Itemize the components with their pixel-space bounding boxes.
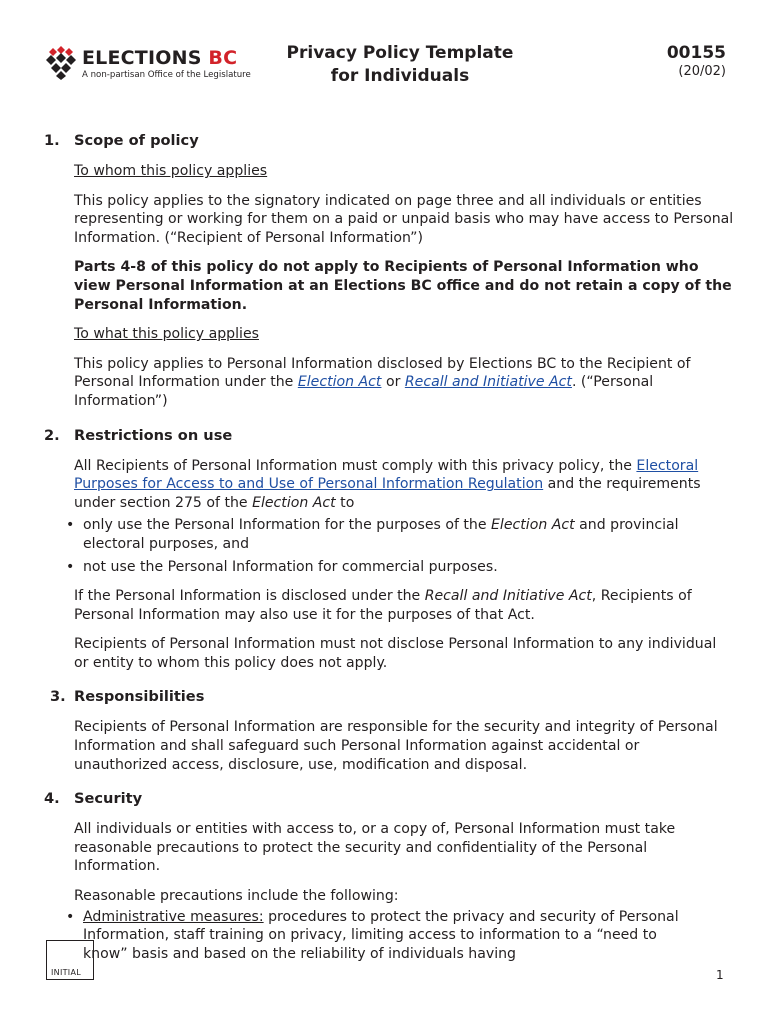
- logo-wordmark: ELECTIONS BC: [82, 47, 238, 69]
- section-1-heading: 1. Scope of policy: [44, 132, 199, 149]
- paragraph-no-disclose: Recipients of Personal Information must not disclose Personal Information to any individual or entity to whom this policy does not apply.: [74, 636, 717, 671]
- list-item: • only use the Personal Information for the purposes of the Election Act and provincial electoral purposes, and: [66, 517, 679, 552]
- policy-body: [44, 132, 734, 963]
- page-number: 1: [716, 968, 724, 982]
- subheading-to-whom: To whom this policy applies: [74, 163, 268, 179]
- bullet-icon: •: [66, 908, 75, 925]
- recall-initiative-act-link[interactable]: Recall and Initiative Act: [404, 374, 572, 391]
- paragraph-who: This policy applies to the signatory indicated on page three and all individuals or entities representing or working for them on a paid or unpaid basis who may have access to Personal Information. (“Recipient of Personal Information”): [74, 192, 734, 246]
- section-4-heading: 4. Security: [44, 790, 143, 808]
- paragraph-responsibilities: Recipients of Personal Information are responsible for the security and integrity of Personal Information and shall safeguard such Personal Information against accidental or unauthorized access, disclosure, use, modification and disposal.: [74, 719, 718, 773]
- initial-box[interactable]: [46, 940, 94, 980]
- restrictions-list: [66, 516, 734, 576]
- bullet-icon: •: [66, 558, 75, 575]
- bullet-icon: •: [66, 517, 75, 534]
- subheading-to-what: To what this policy applies: [74, 326, 259, 343]
- section-3-heading: 3. Responsibilities: [50, 688, 205, 706]
- paragraph-bold-exception: Parts 4-8 of this policy do not apply to Recipients of Personal Information who view Personal Information at an Elections BC office and do not retain a copy of the Personal Information.: [74, 259, 732, 313]
- form-revision-date: (20/02): [678, 64, 726, 79]
- electoral-purposes-regulation-link[interactable]: Electoral Purposes for Access to and Use of Personal Information Regulation: [74, 457, 699, 493]
- document-title: [270, 42, 530, 88]
- title-line-1: Privacy Policy Template: [286, 43, 514, 63]
- paragraph-precautions: Reasonable precautions include the following:: [74, 888, 399, 905]
- elections-bc-logo: [44, 44, 264, 84]
- list-item: • not use the Personal Information for commercial purposes.: [66, 558, 498, 575]
- title-line-2: for Individuals: [330, 66, 470, 86]
- logo-tagline: A non-partisan Office of the Legislature: [82, 70, 251, 80]
- paragraph-recall: If the Personal Information is disclosed under the Recall and Initiative Act, Recipients of Personal Information may also use it for the purposes of that Act.: [74, 588, 692, 623]
- section-2-heading: 2. Restrictions on use: [44, 426, 233, 444]
- elections-bc-emblem-icon: [44, 44, 78, 80]
- paragraph-security: All individuals or entities with access to, or a copy of, Personal Information must take reasonable precautions to protect the security and confidentiality of the Personal Information.: [74, 821, 676, 875]
- paragraph-what: This policy applies to Personal Information disclosed by Elections BC to the Recipient of Personal Information under the Election Act or Recall and Initiative Act. (“Personal Information”): [74, 355, 691, 409]
- initial-label: INITIAL: [51, 968, 81, 977]
- form-number: 00155: [666, 43, 726, 63]
- paragraph-comply: All Recipients of Personal Information must comply with this privacy policy, the Electoral Purposes for Access to and Use of Personal Information Regulation and the requirements under section 275 of the Election Act to: [74, 457, 701, 511]
- precautions-list: [66, 908, 734, 964]
- election-act-link[interactable]: Election Act: [297, 374, 382, 391]
- list-item: • Administrative measures: procedures to protect the privacy and security of Personal Information, staff training on privacy, limiting access to information to a “need to know” basis and based on the reliability of individuals having: [66, 908, 679, 962]
